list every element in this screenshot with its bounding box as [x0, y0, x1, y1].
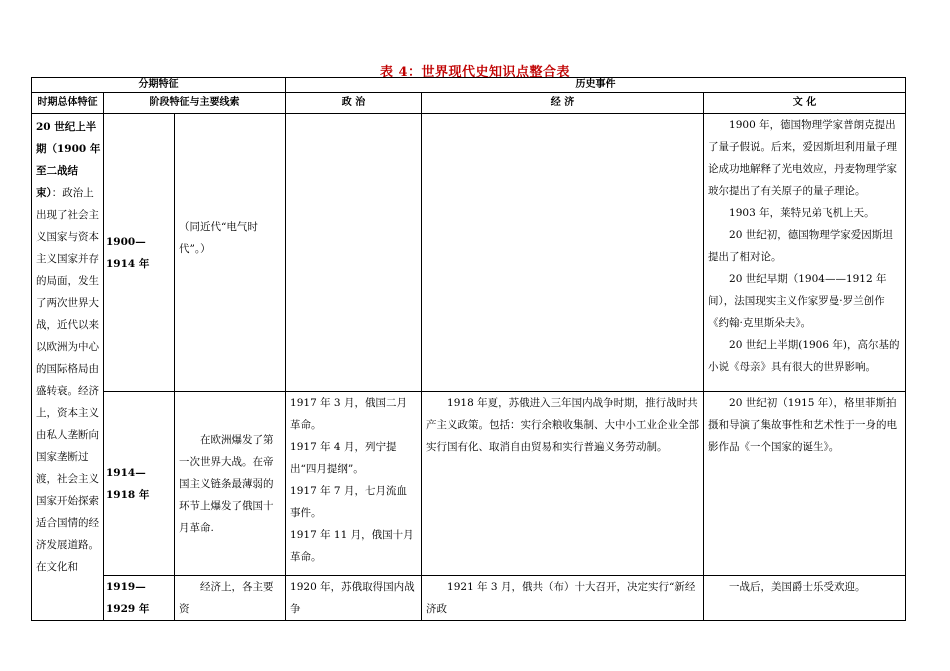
culture-paragraph: 一战后，美国爵士乐受欢迎。	[729, 581, 866, 593]
header-culture: 文 化	[704, 93, 906, 114]
politics-item: 1917 年 11 月，俄国十月革命。	[290, 529, 414, 563]
header-lishi: 历史事件	[286, 78, 906, 93]
header-economy: 经 济	[422, 93, 704, 114]
knowledge-table	[31, 77, 906, 621]
economy-cell	[422, 576, 704, 621]
period-cell: 1914—1918 年	[104, 392, 175, 576]
page-title: 表 4：世界现代史知识点整合表	[379, 65, 571, 80]
header-politics: 政 治	[286, 93, 422, 114]
overall-feature-cell	[32, 114, 104, 621]
table-row	[32, 114, 906, 392]
politics-item: 1917 年 4 月，列宁提出“四月提纲”。	[290, 441, 397, 475]
culture-cell	[704, 392, 906, 576]
stage-text: （同近代“电气时代”。）	[179, 220, 258, 255]
stage-cell	[175, 114, 286, 392]
economy-paragraph: 1918 年夏，苏俄进入三年国内战争时期，推行战时共产主义政策。包括：实行余粮收集制、大中小工业企业全部实行国有化、取消自由贸易和实行普遍义务劳动制。	[426, 397, 700, 453]
economy-cell	[422, 392, 704, 576]
culture-paragraph: 1900 年，德国物理学家普朗克提出了量子假说。后来，爱因斯坦利用量子理论成功地解释了光电效应，丹麦物理学家玻尔提出了有关原子的量子理论。	[708, 119, 898, 197]
culture-paragraph: 20 世纪早期（1904——1912 年间），法国现实主义作家罗曼·罗兰创作《约翰·克里斯朵夫》。	[708, 273, 887, 329]
header-row-1	[32, 78, 906, 93]
header-fenqi: 分期特征	[32, 78, 286, 93]
culture-cell	[704, 114, 906, 392]
politics-item: 1917 年 3 月，俄国二月革命。	[290, 397, 407, 431]
politics-item: 1920 年，苏俄取得国内战争	[290, 581, 415, 615]
stage-cell	[175, 392, 286, 576]
period-cell: 1900—1914 年	[104, 114, 175, 392]
politics-cell	[286, 114, 422, 392]
period-cell: 1919—1929 年	[104, 576, 175, 621]
politics-cell	[286, 392, 422, 576]
stage-text: 在欧洲爆发了第一次世界大战。在帝国主义链条最薄弱的环节上爆发了俄国十月革命.	[179, 433, 274, 534]
table-row	[32, 576, 906, 621]
culture-paragraph: 20 世纪初（1915 年），格里菲斯拍摄和导演了集故事性和艺术性于一身的电影作品《一个国家的诞生》。	[708, 397, 898, 453]
culture-cell	[704, 576, 906, 621]
economy-cell	[422, 114, 704, 392]
header-row-2	[32, 93, 906, 114]
culture-paragraph: 20 世纪上半期(1906 年)，高尔基的小说《母亲》具有很大的世界影响。	[708, 339, 900, 373]
overall-feature-text: ：政治上出现了社会主义国家与资本主义国家并存的局面，发生了两次世界大战，近代以来以欧洲为中心的国际格局由盛转衰。经济上，资本主义由私人垄断向国家垄断过渡，社会主义国家开始探索适合国情的经济发展道路。在文化和	[36, 187, 99, 573]
table-row	[32, 392, 906, 576]
economy-paragraph: 1921 年 3 月，俄共（布）十大召开，决定实行“新经济政	[426, 581, 696, 615]
header-overall: 时期总体特征	[32, 93, 104, 114]
politics-item: 1917 年 7 月，七月流血事件。	[290, 485, 407, 519]
culture-paragraph: 1903 年，莱特兄弟飞机上天。	[729, 207, 875, 219]
culture-paragraph: 20 世纪初，德国物理学家爱因斯坦提出了相对论。	[708, 229, 893, 263]
politics-cell	[286, 576, 422, 621]
stage-text: 经济上，各主要资	[179, 581, 274, 615]
overall-feature-bold: 20 世纪上半期（1900 年至二战结束）	[36, 121, 101, 199]
header-stage: 阶段特征与主要线索	[104, 93, 286, 114]
stage-cell	[175, 576, 286, 621]
